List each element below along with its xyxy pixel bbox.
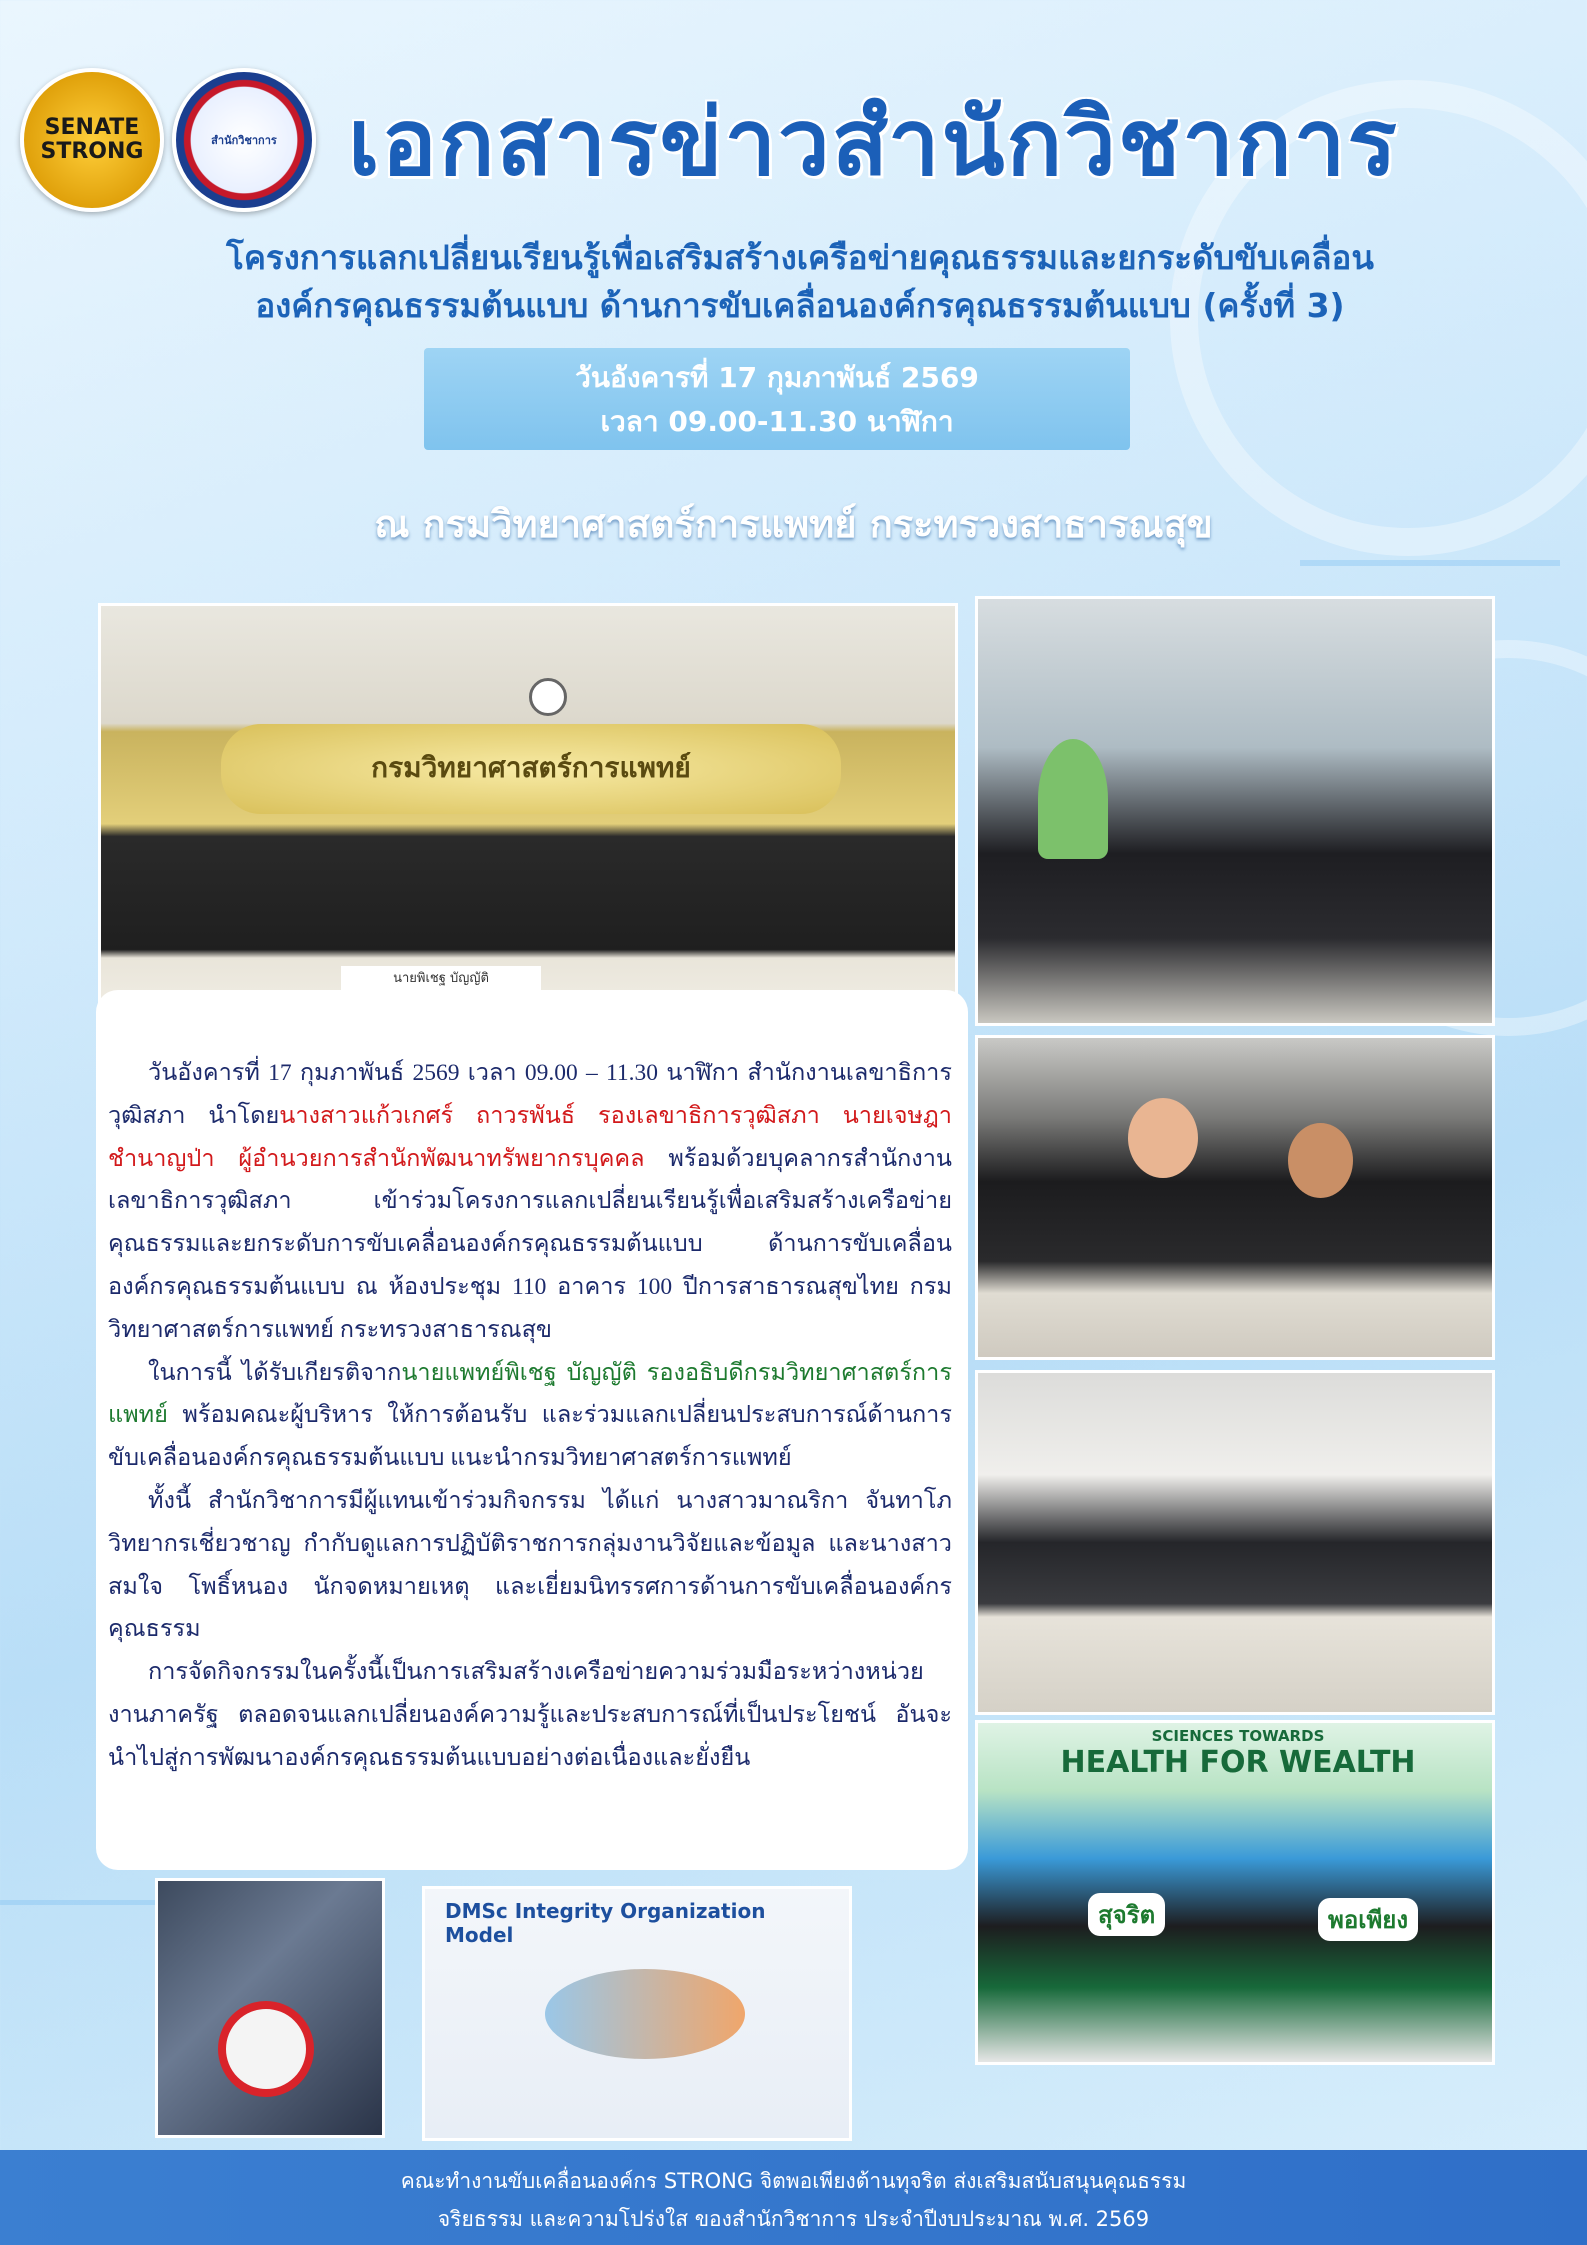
paragraph-2 [108, 1352, 952, 1480]
background-line [1300, 560, 1560, 566]
booth-banner-top: SCIENCES TOWARDS [1151, 1727, 1325, 1745]
paragraph-4: การจัดกิจกรรมในครั้งนี้เป็นการเสริมสร้างเครือข่ายความร่วมมือระหว่างหน่วยงานภาครัฐ ตลอดจนแลกเปลี่ยนองค์ความรู้และประสบการณ์ที่เป็นประโยชน์ อันจะนำไปสู่การพัฒนาองค์กรคุณธรรมต้นแบบอย่างต่อเนื่องและยั่งยืน [108, 1659, 952, 1771]
backdrop-text: กรมวิทยาศาสตร์การแพทย์ [371, 751, 691, 784]
p1-text: วันอังคารที่ 17 กุมภาพันธ์ 2569 เวลา 09.00 – 11.30 นาฬิกา สำนักงานเลขาธิการวุฒิสภา นำโดย [108, 1060, 952, 1129]
booth-banner: HEALTH FOR WEALTH [1060, 1745, 1416, 1780]
no-bribery-icon [218, 2001, 314, 2097]
fish-diagram-icon [545, 1969, 745, 2059]
p1-deputy-name: นางสาวแก้วเกศร์ ถาวรพันธ์ รองเลขาธิการวุฒิสภา [279, 1102, 820, 1129]
footer [0, 2150, 1587, 2245]
booklet-photo [155, 1878, 385, 2138]
project-title-line1: โครงการแลกเปลี่ยนเรียนรู้เพื่อเสริมสร้างเครือข่ายคุณธรรมและยกระดับขับเคลื่อน [226, 238, 1374, 277]
attendee-face [1288, 1123, 1353, 1198]
venue-title: ณ กรมวิทยาศาสตร์การแพทย์ กระทรวงสาธารณสุข [374, 502, 1213, 546]
p1-director-name: นายเจษฎา ชำนาญป่า ผู้อำนวยการสำนักพัฒนาทรัพยากรบุคคล [108, 1102, 952, 1172]
p2-text: ในการนี้ ได้รับเกียรติจาก [148, 1359, 402, 1386]
background-line [0, 1900, 180, 1905]
nameplate [341, 966, 541, 992]
wall-clock-icon [529, 678, 567, 716]
p2-text-rest: พร้อมคณะผู้บริหาร ให้การต้อนรับ และร่วมแลกเปลี่ยนประสบการณ์ด้านการขับเคลื่อนองค์กรคุณธรรมต้นแบบ แนะนำกรมวิทยาศาสตร์การแพทย์ [108, 1402, 952, 1472]
sign-integrity: สุจริต [1088, 1893, 1165, 1936]
stage-backdrop [221, 724, 841, 814]
date-box [424, 348, 1130, 450]
event-date: วันอังคารที่ 17 กุมภาพันธ์ 2569 [575, 361, 979, 394]
attendee-face [1128, 1098, 1198, 1178]
booth-photo [975, 1720, 1495, 2065]
group-photo [98, 603, 958, 1028]
paragraph-3: ทั้งนี้ สำนักวิชาการมีผู้แทนเข้าร่วมกิจกรรม ได้แก่ นางสาวมาณริกา จันทาโภ วิทยากรเชี่ยวชาญ กำกับดูแลการปฏิบัติราชการกลุ่มงานวิจัยและข้อมูล และนางสาวสมใจ โพธิ์หนอง นักจดหมายเหตุ และเยี่ยมนิทรรศการด้านการขับเคลื่อนองค์กรคุณธรรม [108, 1487, 952, 1643]
academic-bureau-logo-text: สำนักวิชาการ [211, 134, 277, 147]
footer-line1: คณะทำงานขับเคลื่อนองค์กร STRONG จิตพอเพียงต้านทุจริต ส่งเสริมสนับสนุนคุณธรรม [400, 2169, 1187, 2193]
model-slide-photo [422, 1886, 852, 2141]
meeting-attendees-photo [975, 1035, 1495, 1360]
footer-line2: จริยธรรม และความโปร่งใส ของสำนักวิชาการ ประจำปีงบประมาณ พ.ศ. 2569 [437, 2207, 1150, 2231]
conference-room-photo [975, 1370, 1495, 1715]
p1-text-rest: พร้อมด้วยบุคลากรสำนักงานเลขาธิการวุฒิสภา เข้าร่วมโครงการแลกเปลี่ยนเรียนรู้เพื่อเสริมสร้างเครือข่ายคุณธรรมและยกระดับการขับเคลื่อนองค์กรคุณธรรมต้นแบบ ด้านการขับเคลื่อนองค์กรคุณธรรมต้นแบบ ณ ห้องประชุม 110 อาคาร 100 ปีการสาธารณสุขไทย กรมวิทยาศาสตร์การแพทย์ กระทรวงสาธารณสุข [108, 1145, 952, 1343]
page-title: เอกสารข่าวสำนักวิชาการ [348, 89, 1399, 196]
senate-strong-logo-text: SENATE STRONG [40, 115, 144, 164]
nameplate-text: นายพิเชฐ บัญญัติ [393, 971, 489, 986]
project-title-line2: องค์กรคุณธรรมต้นแบบ ด้านการขับเคลื่อนองค์กรคุณธรรมต้นแบบ (ครั้งที่ 3) [255, 286, 1345, 325]
senate-strong-logo [20, 68, 164, 212]
exhibition-photo [975, 596, 1495, 1026]
model-slide-title: DMSc Integrity Organization Model [445, 1899, 766, 1947]
paragraph-1 [108, 1052, 952, 1352]
article-body [108, 1052, 952, 1780]
tree-display [1038, 739, 1108, 859]
academic-bureau-logo [172, 68, 316, 212]
sign-sufficiency: พอเพียง [1318, 1898, 1418, 1941]
p2-host-name: นายแพทย์พิเชฐ บัญญัติ รองอธิบดีกรมวิทยาศาสตร์การแพทย์ [108, 1359, 952, 1429]
event-time: เวลา 09.00-11.30 นาฬิกา [600, 405, 954, 438]
